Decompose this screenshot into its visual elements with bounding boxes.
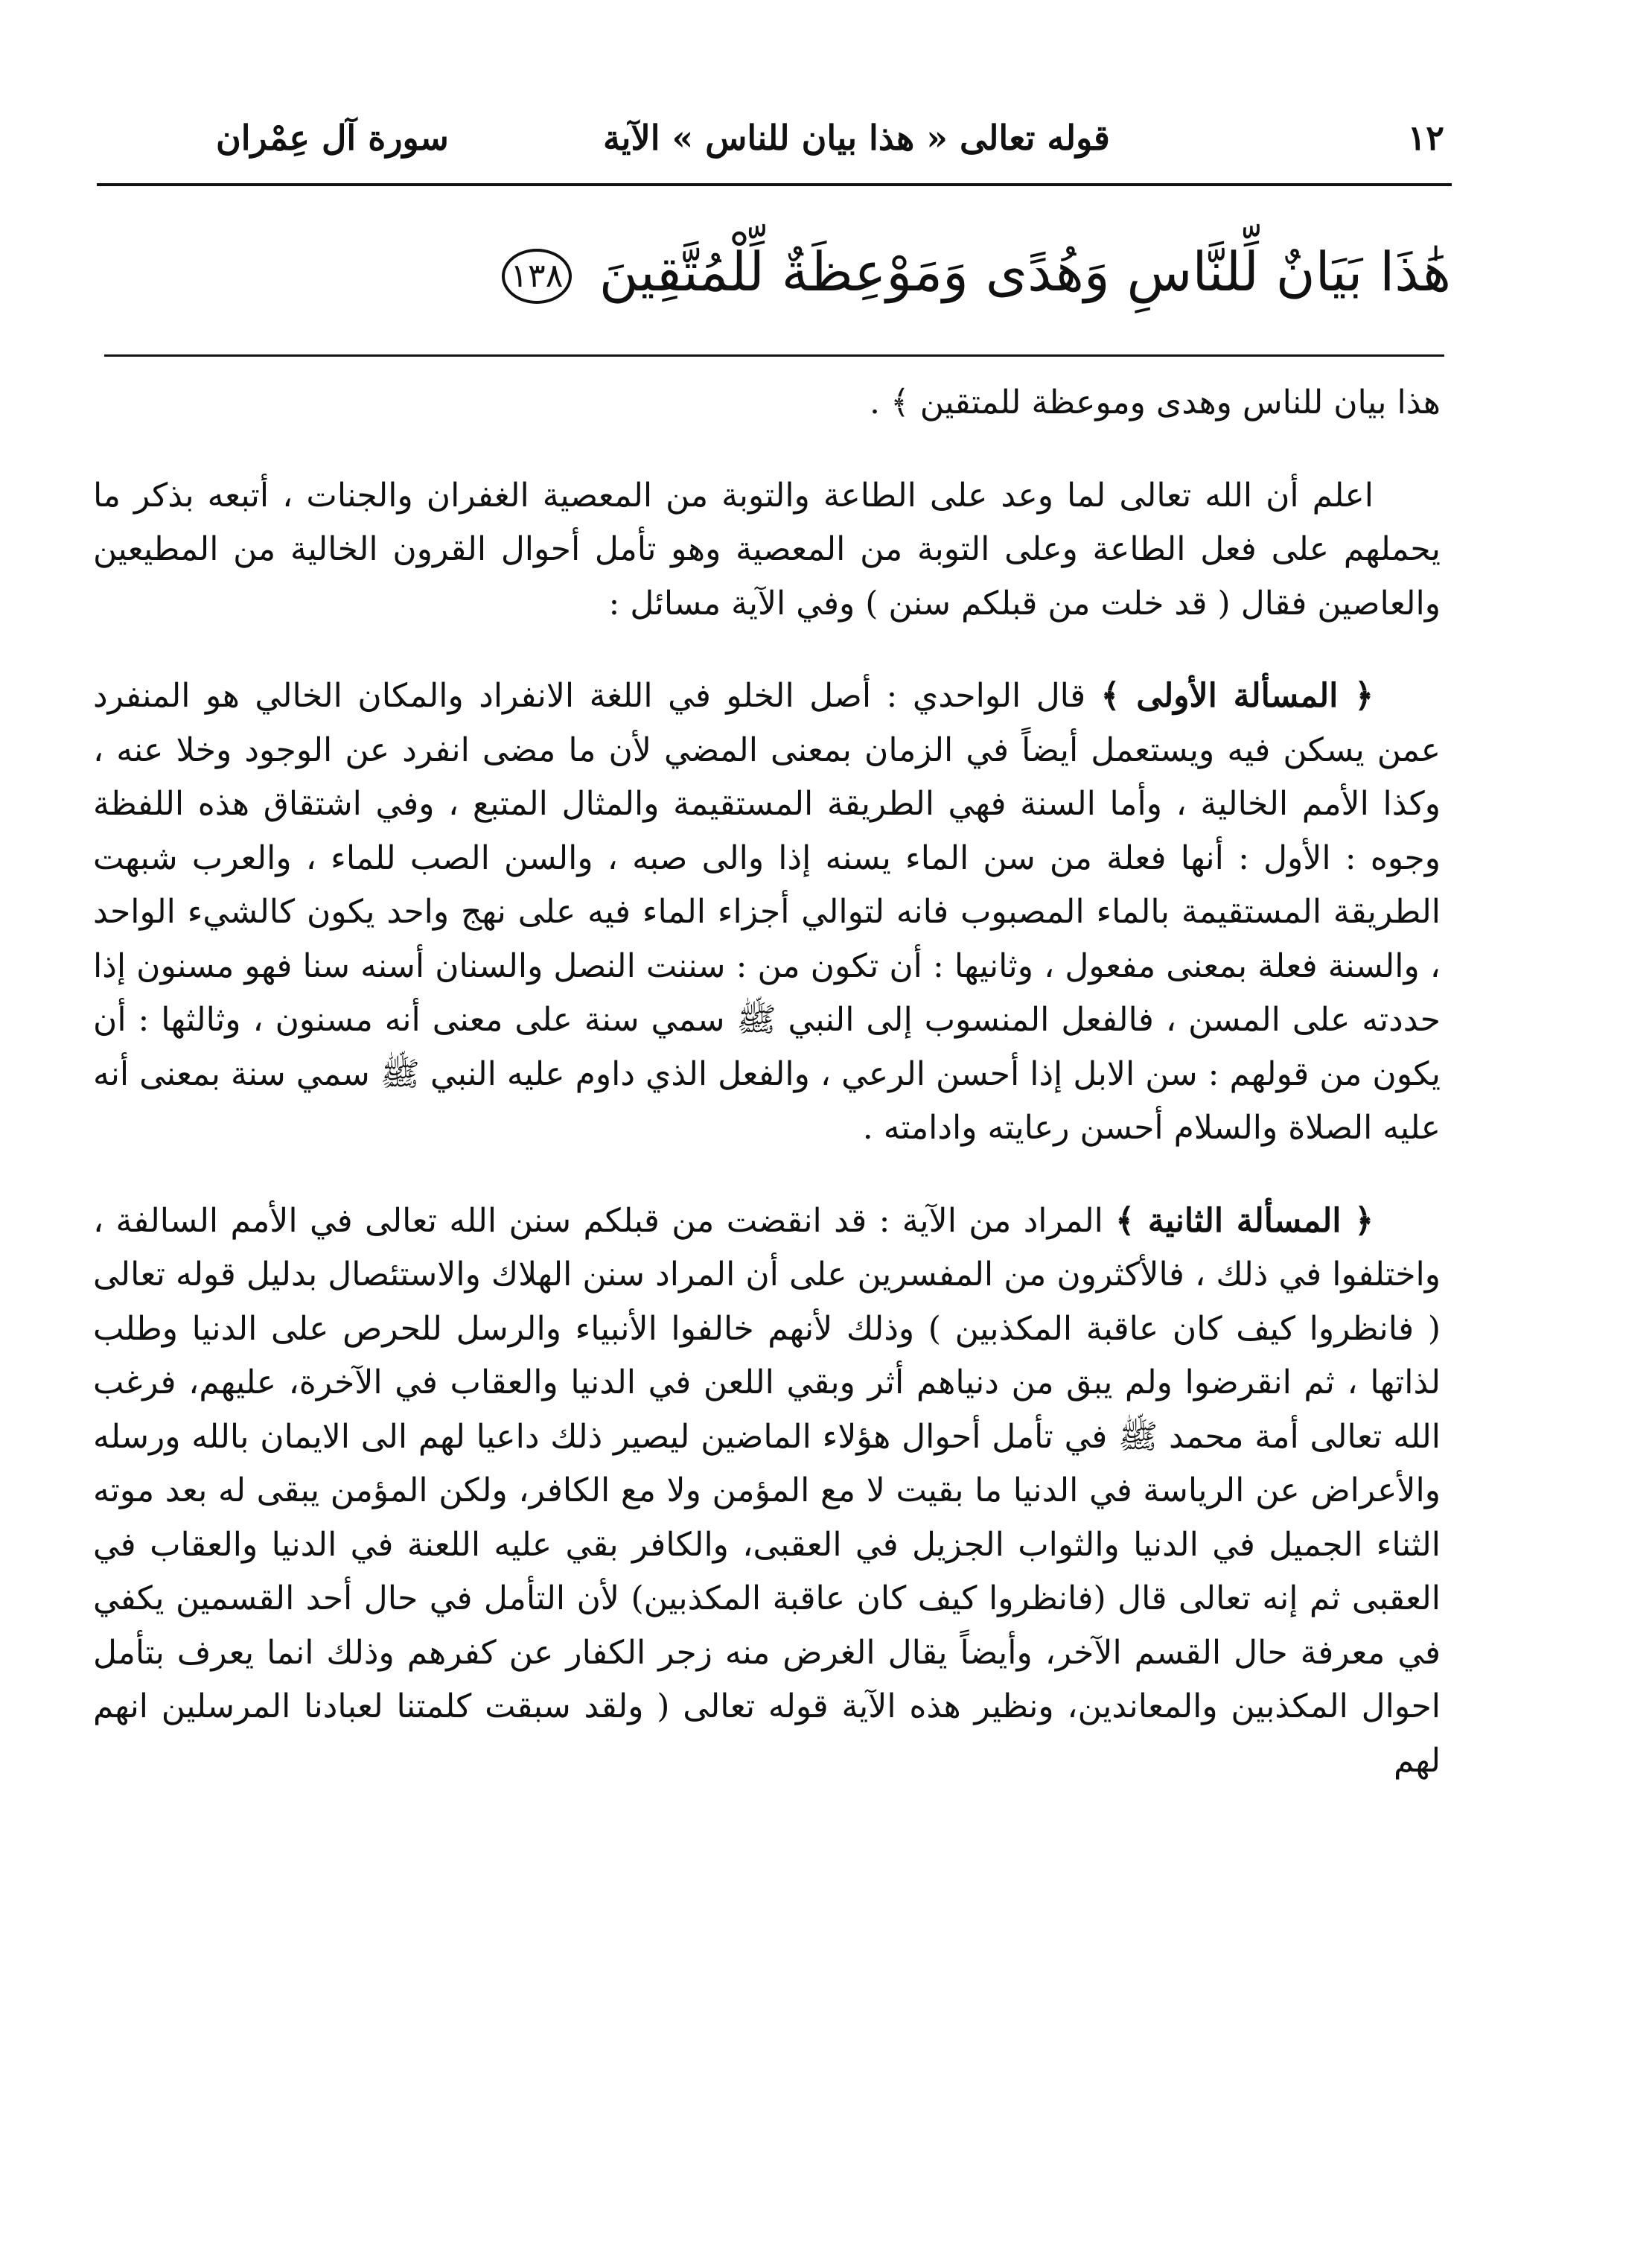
running-header <box>97 112 1444 179</box>
verse-number: ١٣٨ <box>502 249 572 304</box>
section-heading: ﴿ المسألة الثانية ﴾ <box>1115 1201 1374 1240</box>
verse-text: هَٰذَا بَيَانٌ لِّلنَّاسِ وَهُدًى وَمَوْعِظَةٌ لِّلْمُتَّقِينَ <box>599 241 1451 303</box>
paragraph-text: المراد من الآية : قد انقضت من قبلكم سنن الله تعالى في الأمم السالفة ، واختلفوا في ذلك ، فالأكثرون من المفسرين على أن المراد سنن الهلاك والاستئصال بدليل قوله تعالى ( فانظروا كيف كان عاقبة المكذبين ) وذلك لأنهم خالفوا الأنبياء والرسل للحرص على الدنيا وطلب لذاتها ، ثم انقرضوا ولم يبق من دنياهم أثر وبقي اللعن في الدنيا والعقاب في الآخرة، عليهم، فرغب الله تعالى أمة محمد ﷺ في تأمل أحوال هؤلاء الماضين ليصير ذلك داعيا لهم الى الايمان بالله ورسله والأعراض عن الرياسة في الدنيا ما بقيت لا مع المؤمن ولا مع الكافر، ولكن المؤمن يبقى له بعد موته الثناء الجميل في الدنيا والثواب الجزيل في العقبى، والكافر بقي عليه اللعنة في الدنيا والعقاب في العقبى ثم إنه تعالى قال (فانظروا كيف كان عاقبة المكذبين) لأن التأمل في حال أحد القسمين يكفي في معرفة حال القسم الآخر، وأيضاً يقال الغرض منه زجر الكفار عن كفرهم وذلك انما يعرف بتأمل احوال المكذبين والمعاندين، ونظير هذه الآية قوله تعالى ( ولقد سبقت كلمتنا لعبادنا المرسلين انهم لهم <box>93 1201 1441 1780</box>
surah-name: سورة آل عِمْران <box>216 118 449 158</box>
quran-verse <box>334 205 1451 339</box>
header-title: قوله تعالى « هذا بيان للناس » الآية <box>603 118 1110 158</box>
verse-rule <box>104 354 1444 357</box>
paragraph: اعلم أن الله تعالى لما وعد على الطاعة والتوبة من المعصية الغفران والجنات ، أتبعه بذكر ما يحملهم على فعل الطاعة وعلى التوبة من المعصية وهو تأمل أحوال القرون الخالية من المطيعين والعاصين فقال ( قد خلت من قبلكم سنن ) وفي الآية مسائل : <box>93 476 1441 623</box>
commentary-body <box>93 376 1441 1788</box>
paragraph <box>93 1194 1441 1789</box>
page-number: ١٢ <box>1407 118 1444 158</box>
section-heading: ﴿ المسألة الأولى ﴾ <box>1100 677 1374 715</box>
header-rule <box>97 183 1452 186</box>
paragraph: هذا بيان للناس وهدى وموعظة للمتقين ﴾ . <box>870 383 1441 421</box>
paragraph <box>93 669 1441 1156</box>
paragraph-text: قال الواحدي : أصل الخلو في اللغة الانفراد والمكان الخالي هو المنفرد عمن يسكن فيه ويستعمل أيضاً في الزمان بمعنى المضي لأن ما مضى انفرد عن الوجود وخلا عنه ، وكذا الأمم الخالية ، وأما السنة فهي الطريقة المستقيمة والمثال المتبع ، وفي اشتقاق هذه اللفظة وجوه : الأول : أنها فعلة من سن الماء يسنه إذا والى صبه ، والسن الصب للماء ، والعرب شبهت الطريقة المستقيمة بالماء المصبوب فانه لتوالي أجزاء الماء فيه على نهج واحد يكون كالشيء الواحد ، والسنة فعلة بمعنى مفعول ، وثانيها : أن تكون من : سننت النصل والسنان أسنه سنا فهو مسنون إذا حددته على المسن ، فالفعل المنسوب إلى النبي ﷺ سمي سنة على معنى أنه مسنون ، وثالثها : أن يكون من قولهم : سن الابل إذا أحسن الرعي ، والفعل الذي داوم عليه النبي ﷺ سمي سنة بمعنى أنه عليه الصلاة والسلام أحسن رعايته وادامته . <box>93 677 1441 1147</box>
